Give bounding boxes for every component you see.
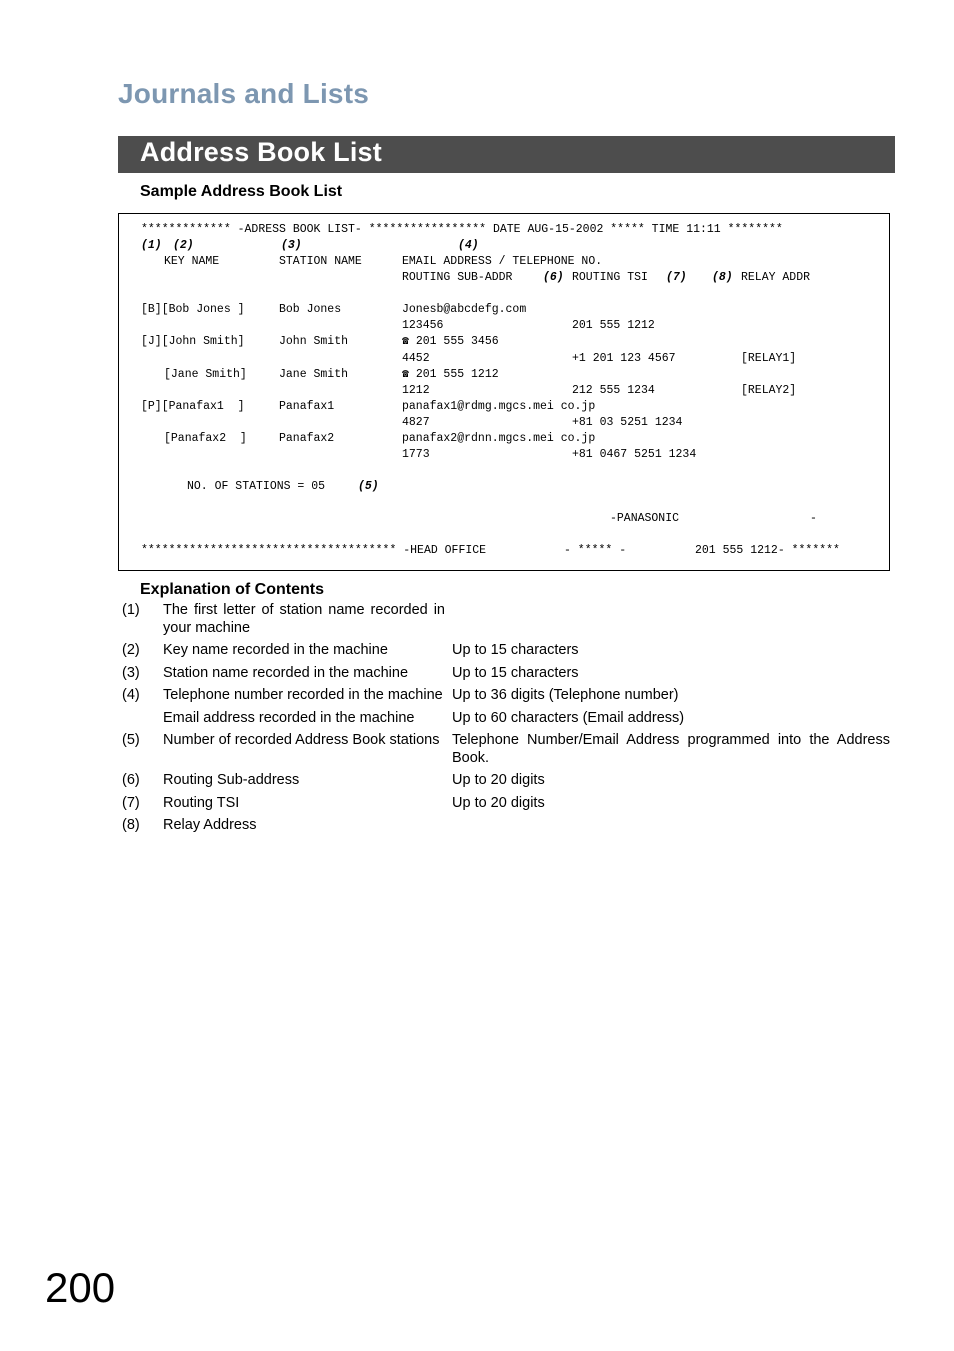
col-station-name: STATION NAME [279, 255, 362, 268]
explanation-desc: Telephone number recorded in the machine [163, 687, 443, 703]
col-routing-tsi: ROUTING TSI [572, 271, 648, 284]
col-routing-sub-addr: ROUTING SUB-ADDR [402, 271, 513, 284]
report-footer-stars: ************************************* -HEAD OFFICE [141, 544, 487, 557]
explanation-row [0, 686, 954, 708]
stations-count: NO. OF STATIONS = 05 [187, 480, 326, 493]
explanation-desc: Number of recorded Address Book stations [163, 732, 440, 748]
explanation-heading: Explanation of Contents [140, 581, 324, 598]
explanation-limit: Up to 15 characters [452, 665, 579, 681]
explanation-num: (7) [122, 795, 140, 811]
entry-address: panafax1@rdmg.mgcs.mei co.jp [402, 400, 596, 413]
explanation-row [0, 794, 954, 816]
explanation-desc: Station name recorded in the machine [163, 665, 409, 681]
report-panasonic: -PANASONIC [610, 512, 680, 525]
entry-station: Panafax1 [279, 400, 335, 413]
report-footer-right: 201 555 1212- ******* [695, 544, 840, 557]
entry-address: Jonesb@abcdefg.com [402, 303, 527, 316]
entry-routing-tsi: 212 555 1234 [572, 384, 655, 397]
entry-address: ☎ 201 555 1212 [402, 368, 499, 381]
explanation-limit: Up to 60 characters (Email address) [452, 710, 685, 726]
entry-key: [Panafax2 ] [164, 432, 247, 445]
explanation-desc: Routing Sub-address [163, 772, 300, 788]
marker-7: (7) [666, 271, 687, 284]
explanation-row [0, 816, 954, 838]
explanation-row [0, 601, 954, 641]
entry-routing-tsi: +81 0467 5251 1234 [572, 448, 697, 461]
marker-3: (3) [281, 239, 302, 252]
explanation-num: (1) [122, 602, 140, 618]
entry-key: [Jane Smith] [164, 368, 247, 381]
explanation-row [0, 771, 954, 793]
entry-relay: [RELAY1] [741, 352, 797, 365]
marker-4: (4) [458, 239, 479, 252]
explanation-limit: Up to 36 digits (Telephone number) [452, 687, 679, 703]
section-title: Journals and Lists [118, 78, 369, 109]
explanation-desc: Email address recorded in the machine [163, 710, 415, 726]
explanation-desc: Relay Address [163, 817, 257, 833]
entry-station: Bob Jones [279, 303, 342, 316]
explanation-limit: Telephone Number/Email Address programmed into the Address Book. [452, 732, 890, 766]
marker-2: (2) [173, 239, 194, 252]
page-title: Address Book List [140, 137, 382, 167]
entry-sub-addr: 1773 [402, 448, 430, 461]
explanation-desc: The first letter of station name recorded in your machine [163, 602, 445, 636]
entry-station: John Smith [279, 335, 349, 348]
entry-sub-addr: 123456 [402, 319, 444, 332]
entry-key: [P][Panafax1 ] [141, 400, 245, 413]
entry-sub-addr: 4827 [402, 416, 430, 429]
entry-routing-tsi: 201 555 1212 [572, 319, 655, 332]
marker-8: (8) [712, 271, 733, 284]
entry-address: panafax2@rdnn.mgcs.mei co.jp [402, 432, 596, 445]
entry-sub-addr: 4452 [402, 352, 430, 365]
entry-key: [J][John Smith] [141, 335, 245, 348]
col-email-telephone: EMAIL ADDRESS / TELEPHONE NO. [402, 255, 603, 268]
entry-relay: [RELAY2] [741, 384, 797, 397]
marker-5: (5) [358, 480, 379, 493]
report-panasonic-dash: - [810, 512, 817, 525]
explanation-limit: Up to 20 digits [452, 772, 545, 788]
report-header-line: ************* -ADRESS BOOK LIST- ***************** DATE AUG-15-2002 ***** TIME 11:11 ******** [141, 223, 783, 236]
entry-sub-addr: 1212 [402, 384, 430, 397]
explanation-row [0, 731, 954, 771]
entry-routing-tsi: +1 201 123 4567 [572, 352, 676, 365]
explanation-row [0, 641, 954, 663]
explanation-desc: Routing TSI [163, 795, 240, 811]
sample-heading: Sample Address Book List [140, 183, 343, 200]
explanation-num: (5) [122, 732, 140, 748]
entry-routing-tsi: +81 03 5251 1234 [572, 416, 683, 429]
marker-1: (1) [141, 239, 162, 252]
explanation-num: (2) [122, 642, 140, 658]
page-number: 200 [45, 1264, 116, 1311]
explanation-num: (3) [122, 665, 140, 681]
explanation-row [0, 664, 954, 686]
explanation-num: (6) [122, 772, 140, 788]
explanation-limit: Up to 20 digits [452, 795, 545, 811]
marker-6: (6) [543, 271, 564, 284]
explanation-num: (4) [122, 687, 140, 703]
entry-key: [B][Bob Jones ] [141, 303, 245, 316]
entry-station: Jane Smith [279, 368, 349, 381]
report-footer-mid: - ***** - [564, 544, 627, 557]
page-title-bar [118, 136, 895, 173]
col-relay-addr: RELAY ADDR [741, 271, 811, 284]
explanation-limit: Up to 15 characters [452, 642, 579, 658]
explanation-row [0, 709, 954, 731]
entry-station: Panafax2 [279, 432, 335, 445]
entry-address: ☎ 201 555 3456 [402, 335, 499, 348]
explanation-num: (8) [122, 817, 140, 833]
explanation-desc: Key name recorded in the machine [163, 642, 388, 658]
col-key-name: KEY NAME [164, 255, 220, 268]
